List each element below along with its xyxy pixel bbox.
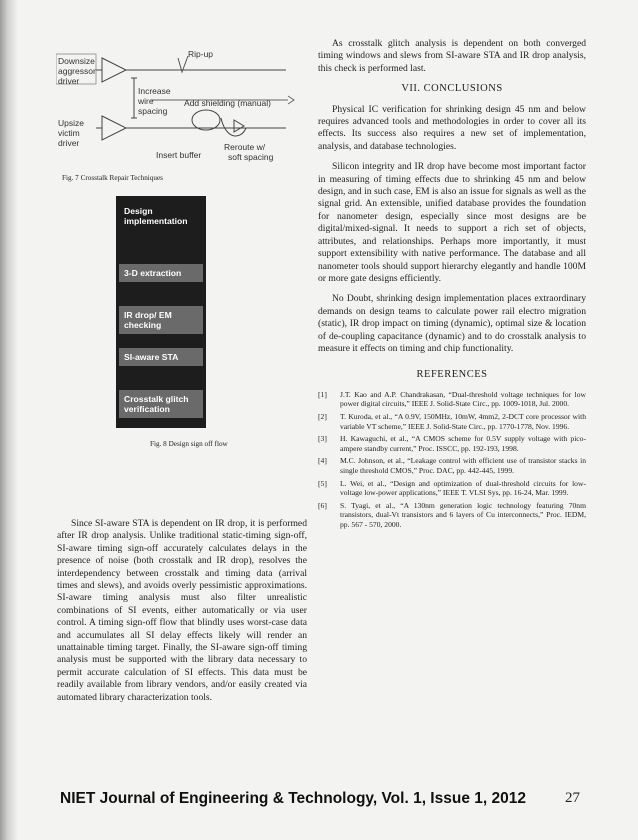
journal-footer: NIET Journal of Engineering & Technology, Vol. 1, Issue 1, 2012 xyxy=(60,790,526,807)
reroute-label-1: Reroute w/ xyxy=(224,142,266,152)
aggressor-driver-symbol xyxy=(102,58,126,82)
reroute-label-2: soft spacing xyxy=(228,152,274,162)
left-column xyxy=(57,518,307,712)
upsize-label-3: driver xyxy=(58,138,80,148)
increase-label-2: wire xyxy=(138,96,154,106)
victim-driver-symbol xyxy=(102,116,126,140)
conclusions-heading: VII. CONCLUSIONS xyxy=(401,83,503,95)
references-heading: REFERENCES xyxy=(416,369,488,381)
reference-item: [5] L. Wei, et al., “Design and optimization of dual-threshold circuits for low-voltage low-power applications,” IEEE T. VLSI Sys, pp. 16-24, Mar. 1999. xyxy=(318,478,586,498)
crosstalk-repair-diagram xyxy=(56,48,296,170)
page-number: 27 xyxy=(565,790,580,806)
increase-label-1: Increase xyxy=(138,86,171,96)
downsize-label-2: aggressor xyxy=(58,66,96,76)
conclusion-paragraph: No Doubt, shrinking design implementation places extraordinary demands on design teams to calculate power rail electro migration (static), IR drop impact on timing (dynamic), optimal size & location of de-coupling capacitance (dynamic) and to do crosstalk analysis to measure it effects on timing and chip functionality. xyxy=(318,293,586,354)
ripup-label: Rip-up xyxy=(188,49,214,59)
upsize-label-1: Upsize xyxy=(58,118,84,128)
body-paragraph: Since SI-aware STA is dependent on IR drop, it is performed after IR drop analysis. Unlike traditional static-timing sign-off, SI-aware timing sign-off accurately calculates delays in the presence of noise (both crosstalk and IR drop), resolves the interdependency between crosstalk and timing data (arrival times and slews), and avoids overly pessimistic approximations. SI-aware timing analysis must also filter unrealistic combinations of SI events, either automatically or via user control. A timing sign-off flow that blindly uses worst-case data and accumulates all SI delay effects likely will render an unattainable timing target. Finally, the SI-aware sign-off timing analysis must be supported with the library data necessary to permit accurate calculation of SI effects. This data must be readily available from library vendors, and/or easily created via automated library characterization tools. xyxy=(57,518,307,703)
reference-item: [1] J.T. Kao and A.P. Chandrakasan, “Dual-threshold voltage techniques for low power digital circuits,” IEEE J. Solid-State Circ., pp. 1009-1018, Jul. 2000. xyxy=(318,389,586,409)
figure-8-caption: Fig. 8 Design sign off flow xyxy=(150,440,228,448)
shielding-label: Add shielding (manual) xyxy=(184,98,271,108)
reference-item: [6] S. Tyagi, et al., “A 130nm generation logic technology featuring 70nm transistors, dual-Vt transistors and 6 layers of Cu interconnects,” Proc. IEDM, pp. 567 - 570, 2000. xyxy=(318,500,586,529)
reference-item: [4] M.C. Johnson, et al., “Leakage control with efficient use of transistor stacks in single threshold CMOS,” Proc. DAC, pp. 442-445, 1999. xyxy=(318,456,586,475)
insert-buffer-label: Insert buffer xyxy=(156,150,202,160)
flow-box-crosstalk-glitch: Crosstalk glitch verification xyxy=(119,390,203,418)
downsize-label-3: driver xyxy=(58,76,80,86)
intro-paragraph: As crosstalk glitch analysis is dependent on both converged timing windows and slews from SI-aware STA and IR drop analysis, this check is performed last. xyxy=(318,38,586,74)
increase-label-3: spacing xyxy=(138,106,168,116)
flow-box-3d-extraction: 3-D extraction xyxy=(119,264,203,282)
conclusion-paragraph: Physical IC verification for shrinking design 45 nm and below requires advanced tools and methodologies in order to cover all its effects. Its success also requires a new set of implementation, analysis, and database technologies. xyxy=(318,103,586,152)
upsize-label-2: victim xyxy=(58,128,80,138)
reference-item: [3] H. Kawaguchi, et al., “A CMOS scheme for 0.5V supply voltage with pico-ampere standby current,” Proc. ISSCC, pp. 192-193, 1998. xyxy=(318,434,586,453)
right-column xyxy=(318,38,586,532)
flow-box-si-aware-sta: SI-aware STA xyxy=(119,348,203,366)
references-list xyxy=(318,390,586,530)
flow-box-ir-drop: IR drop/ EM checking xyxy=(119,306,203,334)
conclusion-paragraph: Silicon integrity and IR drop have become most important factor in measuring of timing effects due to shrinking 45 nm and below design, and in such case, EM is also an issue for signals as well as the signal grid. An extensible, unified database provides the foundation for nanometer design, especially since most designs are be digital/mixed-signal. It needs to support a rich set of objects, attributes, and relationships. Perhaps more importantly, it must support extensibility with native performance. The database and all nanometer tools should support hierarchy elegantly and handle 100M or more gate designs efficiently. xyxy=(318,161,586,284)
figure-7-caption: Fig. 7 Crosstalk Repair Techniques xyxy=(62,174,163,182)
downsize-label-1: Downsize xyxy=(58,56,95,66)
reference-item: [2] T. Kuroda, et al., “A 0.9V, 150MHz, 10mW, 4mm2, 2-DCT core processor with variable VT scheme,” IEEE J. Solid-State Circ., pp. 1770-1778, Nov. 1996. xyxy=(318,411,586,431)
flow-box-design-implementation: Design implementation xyxy=(119,202,203,230)
page-edge-shadow xyxy=(0,0,18,840)
